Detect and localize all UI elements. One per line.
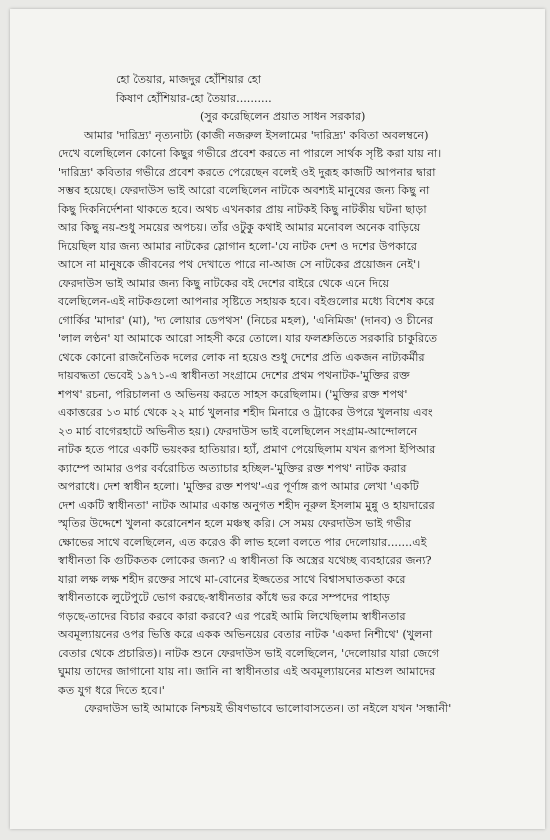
text-line: স্বাধীনতা কি গুটিকতক লোকের জন্য? এ স্বাধীনতা কি অস্ত্রের যথেচ্ছ ব্যবহারের জন্য?	[58, 554, 432, 567]
body-text	[58, 71, 518, 719]
text-line: কিছু দিকনির্দেশনা থাকতে হবে। অথচ এখনকার প্রায় নাটকই কিছু নাটকীয় ঘটনা ছাড়া	[58, 202, 427, 216]
text-line: ২৩ মার্চ বাগেরহাটে অভিনীত হয়।) ফেরদাউস ভাই বলেছিলেন সংগ্রাম-আন্দোলনে	[58, 424, 418, 438]
text-line: স্মৃতির উদ্দেশে খুলনা করোনেশন হলে মঞ্চস্থ করি। সে সময় ফেরদাউস ভাই গভীর	[58, 517, 412, 530]
text-line: গোর্কির 'মাদার' (মা), 'দ্য লোয়ার ডেপথস' (নিচের মহল), 'এনিমিজ' (দানব) ও চীনের	[58, 313, 434, 327]
text-line: অবমূল্যায়নের ওপর ভিত্তি করে একক অভিনয়ের বেতার নাটক 'একদা নিশীথে' (খুলনা	[58, 628, 433, 641]
text-line: 'দারিদ্র্য' কবিতার গভীরে প্রবেশ করতে পেরেছেন বলেই ওই দুরূহ কাজটি আপনার দ্বারা	[58, 165, 436, 179]
text-line: ক্যাম্পে আমার ওপর বর্বরোচিত অত্যাচার হচ্ছিল-'মুক্তির রক্ত শপথ' নাটক করার	[58, 461, 407, 475]
text-line: সম্ভব হয়েছে। ফেরদাউস ভাই আরো বলেছিলেন নাটকে অবশ্যই মানুষের জন্য কিছু না	[58, 184, 430, 197]
text-line: যারা লক্ষ লক্ষ শহীদ রক্তের সাথে মা-বোনের ইজ্জতের সাথে বিশ্বাসঘাতকতা করে	[58, 572, 406, 586]
text-line: স্বাধীনতাকে লুটেপুটে ভোগ করছে-স্বাধীনতার কাঁধে ভর করে সম্পদের পাহাড়	[58, 591, 390, 604]
text-line: দেখে বলেছিলেন কোনো কিছুর গভীরে প্রবেশ করতে না পারলে সার্থক সৃষ্টি করা যায় না।	[58, 147, 442, 160]
text-line: 'লাল লণ্ঠন' যা আমাকে আরো সাহসী করে তোলে। যার ফলশ্রুতিতে সরকারি চাকুরিতে	[58, 332, 438, 345]
verse-line: কিষাণ হোঁশিয়ার-হো তৈয়ার..........	[116, 91, 272, 105]
text-line: দায়বদ্ধতা ভেবেই ১৯৭১-এ স্বাধীনতা সংগ্রামে দেশের প্রথম পথনাটক-'মুক্তির রক্ত	[58, 369, 410, 382]
text-line: নাটক হতে পারে একটি ভয়ংকর হাতিয়ার। হ্যাঁ, প্রমাণ পেয়েছিলাম যখন রূপসা ইপিআর	[58, 443, 436, 456]
text-line: শপথ' রচনা, পরিচালনা ও অভিনয় করতে সাহস করেছিলাম। ('মুক্তির রক্ত শপথ'	[58, 387, 408, 401]
verse-line: হো তৈয়ার, মাজদুর হোঁশিয়ার হো	[116, 73, 261, 86]
song-credit: (সুর করেছিলেন প্রয়াত সাধন সরকার)	[200, 110, 366, 123]
text-line: ঘুমায় তাদের জাগানো যায় না। জানি না স্বাধীনতার এই অবমূল্যায়নের মাশুল আমাদের	[58, 665, 436, 678]
text-line: আমার 'দারিদ্র্য' নৃত্যনাট্য (কাজী নজরুল ইসলামের 'দারিদ্র্য' কবিতা অবলম্বনে)	[84, 128, 429, 142]
text-line: বলেছিলেন-এই নাটকগুলো আপনার সৃষ্টিতে সহায়ক হবে। বইগুলোর মধ্যে বিশেষ করে	[58, 295, 435, 308]
text-line: কত যুগ ধরে দিতে হবে।'	[58, 683, 165, 697]
text-line: আসে না মানুষকে জীবনের পথ দেখাতে পারে না-আজ সে নাটকের প্রয়োজন নেই'।	[58, 258, 421, 271]
text-line: অপরাধে। দেশ স্বাধীন হলো। 'মুক্তির রক্ত শপথ'-এর পূর্ণাঙ্গ রূপ আমার লেখা 'একটি	[58, 480, 419, 493]
text-line: থেকে কোনো রাজনৈতিক দলের লোক না হয়েও শুধু দেশের প্রতি একজন নাট্যকর্মীর	[58, 350, 425, 364]
text-line: ক্ষোভের সাথে বলেছিলেন, এত করেও কী লাভ হলো বলতে পার দেলোয়ার.......এই	[58, 535, 427, 549]
text-line: দেশ একটি স্বাধীনতা' নাটক আমার একান্ত অনুগত শহীদ নূরুল ইসলাম মুন্নু ও হায়দারের	[58, 498, 435, 512]
text-line: গড়ছে-তাদের বিচার করবে কারা করবে? এর পরেই আমি লিখেছিলাম স্বাধীনতার	[58, 609, 406, 623]
text-line: বেতার থেকে প্রচারিত)। নাটক শুনে ফেরদাউস ভাই বলেছিলেন, 'দেলোয়ার যারা জেগে	[58, 646, 440, 660]
text-line: ফেরদাউস ভাই আমাকে নিশ্চয়ই ভীষণভাবে ভালোবাসতেন। তা নইলে যখন 'সন্ধানী'	[84, 702, 452, 715]
text-line: আর কিছু নয়-শুধু সময়ের অপচয়। তাঁর ওটুকু কথাই আমার মনোবল অনেক বাড়িয়ে	[58, 221, 421, 234]
text-line: ফেরদাউস ভাই আমার জন্য কিছু নাটকের বই দেশের বাইরে থেকে এনে দিয়ে	[58, 276, 390, 290]
text-line: একাত্তরের ১৩ মার্চ থেকে ২২ মার্চ খুলনার শহীদ মিনারে ও ট্রাকের উপরে খুলনায় এবং	[58, 406, 433, 419]
text-line: দিয়েছিল যার জন্য আমার নাটকের স্লোগান হলো-'যে নাটক দেশ ও দশের উপকারে	[58, 239, 418, 253]
book-page	[10, 9, 545, 829]
